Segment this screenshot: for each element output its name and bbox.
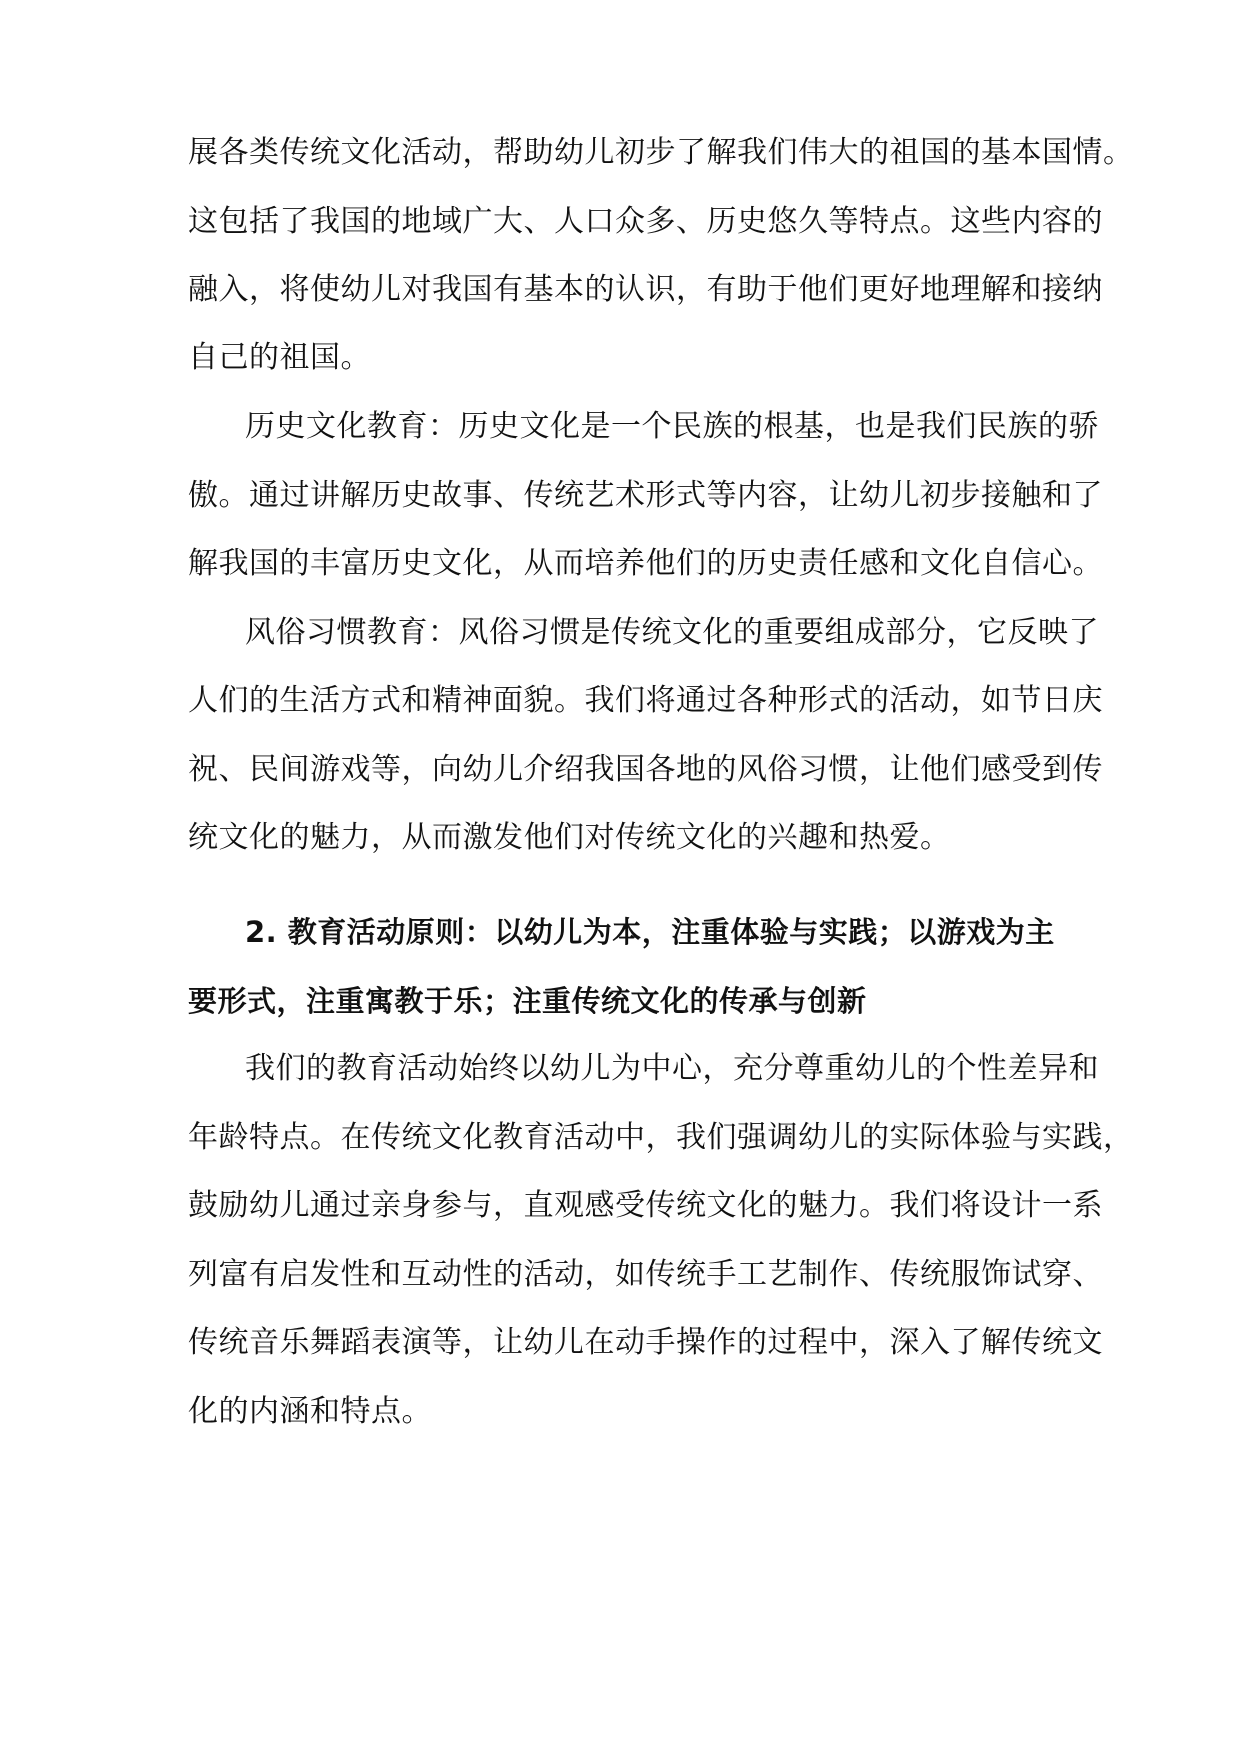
paragraph-line: 化的内涵和特点。 <box>188 1394 432 1429</box>
paragraph-line: 我们的教育活动始终以幼儿为中心，充分尊重幼儿的个性差异和 <box>245 1051 1099 1086</box>
paragraph-line: 这包括了我国的地域广大、人口众多、历史悠久等特点。这些内容的 <box>188 204 1103 239</box>
paragraph-line: 历史文化教育：历史文化是一个民族的根基，也是我们民族的骄 <box>245 409 1099 444</box>
paragraph-line: 年龄特点。在传统文化教育活动中，我们强调幼儿的实际体验与实践， <box>188 1120 1134 1155</box>
paragraph-line: 展各类传统文化活动，帮助幼儿初步了解我们伟大的祖国的基本国情。 <box>188 135 1134 170</box>
paragraph-line: 祝、民间游戏等，向幼儿介绍我国各地的风俗习惯，让他们感受到传 <box>188 752 1103 787</box>
paragraph-line: 统文化的魅力，从而激发他们对传统文化的兴趣和热爱。 <box>188 820 951 855</box>
paragraph-line: 解我国的丰富历史文化，从而培养他们的历史责任感和文化自信心。 <box>188 546 1103 581</box>
section-heading: 2. 教育活动原则：以幼儿为本，注重体验与实践；以游戏为主 <box>245 915 1055 949</box>
paragraph-line: 人们的生活方式和精神面貌。我们将通过各种形式的活动，如节日庆 <box>188 683 1103 718</box>
paragraph-line: 风俗习惯教育：风俗习惯是传统文化的重要组成部分，它反映了 <box>245 615 1099 650</box>
section-heading: 要形式，注重寓教于乐；注重传统文化的传承与创新 <box>188 984 867 1018</box>
paragraph-line: 自己的祖国。 <box>188 340 371 375</box>
paragraph-line: 列富有启发性和互动性的活动，如传统手工艺制作、传统服饰试穿、 <box>188 1257 1103 1292</box>
paragraph-line: 传统音乐舞蹈表演等，让幼儿在动手操作的过程中，深入了解传统文 <box>188 1325 1103 1360</box>
paragraph-line: 融入，将使幼儿对我国有基本的认识，有助于他们更好地理解和接纳 <box>188 272 1103 307</box>
paragraph-line: 傲。通过讲解历史故事、传统艺术形式等内容，让幼儿初步接触和了 <box>188 478 1103 513</box>
paragraph-line: 鼓励幼儿通过亲身参与，直观感受传统文化的魅力。我们将设计一系 <box>188 1188 1103 1223</box>
